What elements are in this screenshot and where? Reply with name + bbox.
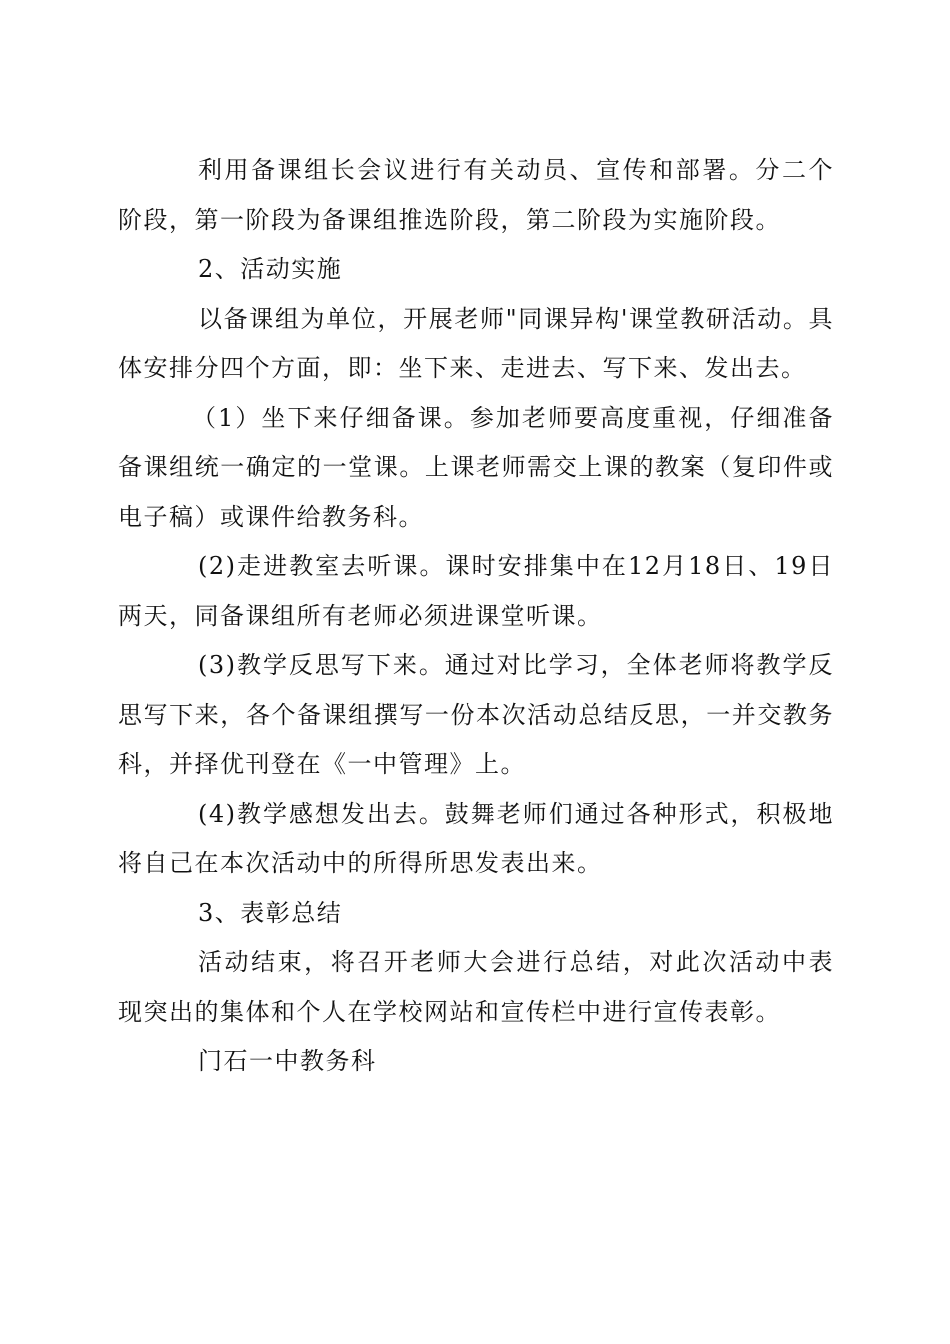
paragraph-step-2: (2)走进教室去听课。课时安排集中在12月18日、19日两天，同备课组所有老师必须进课堂听课。 xyxy=(118,552,834,630)
paragraph-mobilization: 利用备课组长会议进行有关动员、宣传和部署。分二个阶段，第一阶段为备课组推选阶段，第二阶段为实施阶段。 xyxy=(118,156,834,234)
paragraph-step-3: (3)教学反思写下来。通过对比学习，全体老师将教学反思写下来，各个备课组撰写一份本次活动总结反思，一并交教务科，并择优刊登在《一中管理》上。 xyxy=(118,651,834,778)
signature-department: 门石一中教务科 xyxy=(198,1047,377,1075)
heading-commendation-summary: 3、表彰总结 xyxy=(198,898,343,927)
paragraph-step-4: (4)教学感想发出去。鼓舞老师们通过各种形式，积极地将自己在本次活动中的所得所思发表出来。 xyxy=(118,799,834,877)
paragraph-commendation: 活动结束，将召开老师大会进行总结，对此次活动中表现突出的集体和个人在学校网站和宣传栏中进行宣传表彰。 xyxy=(118,948,834,1026)
heading-activity-implementation: 2、活动实施 xyxy=(198,255,343,283)
paragraph-activity-overview: 以备课组为单位，开展老师"同课异构'课堂教研活动。具体安排分四个方面，即：坐下来、走进去、写下来、发出去。 xyxy=(118,304,834,382)
paragraph-step-1: （1）坐下来仔细备课。参加老师要高度重视，仔细准备备课组统一确定的一堂课。上课老师需交上课的教案（复印件或电子稿）或课件给教务科。 xyxy=(118,403,834,531)
document-body xyxy=(118,146,834,1087)
